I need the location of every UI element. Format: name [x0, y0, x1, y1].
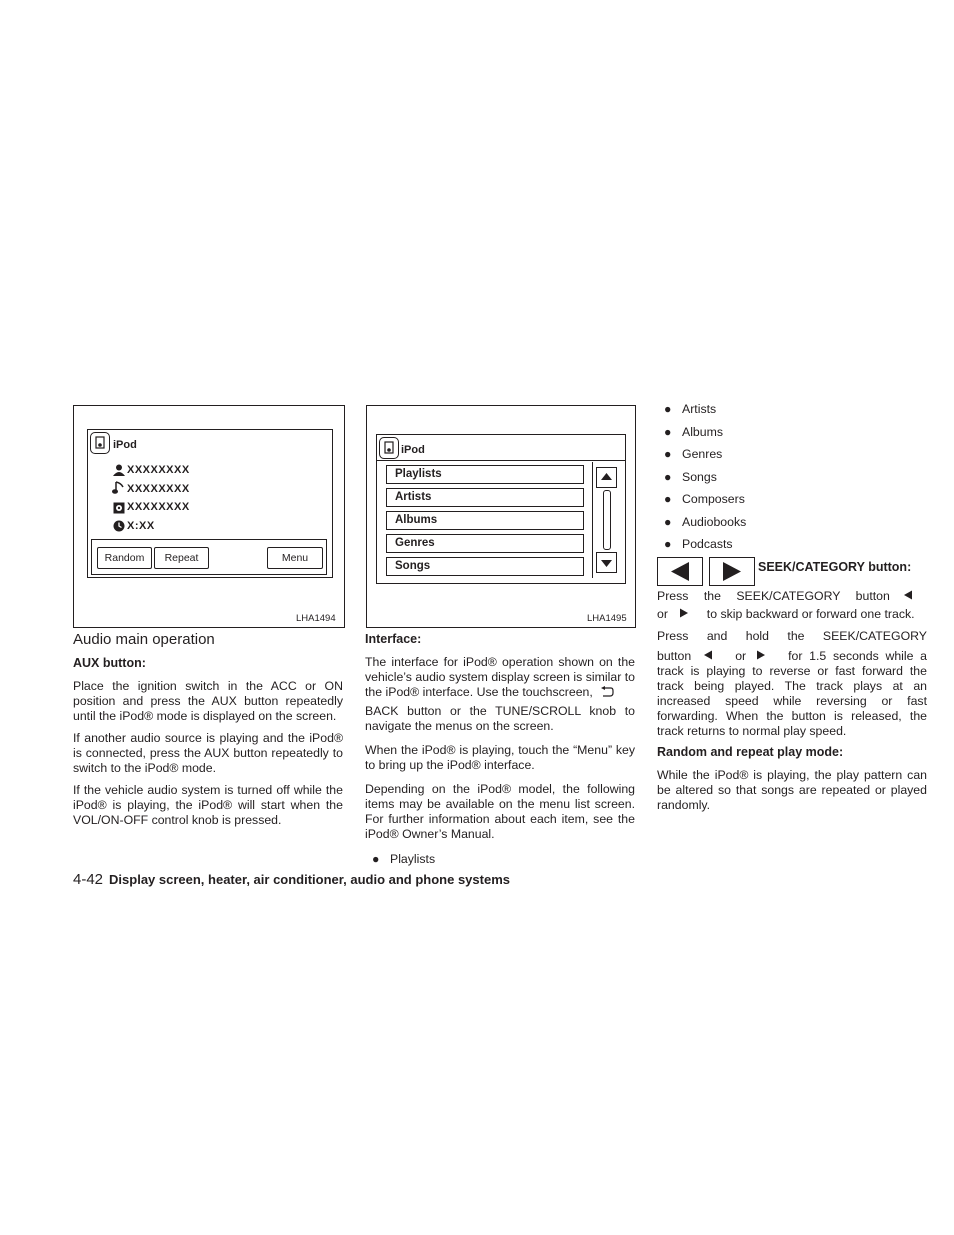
seek-p1-text-or: or: [657, 607, 668, 621]
bullet-dot: ●: [372, 852, 380, 866]
bullet-songs: [664, 470, 717, 484]
back-arrow-icon: [600, 686, 614, 702]
seek-p1-text-a: Press the SEEK/CATEGORY button: [657, 589, 890, 603]
interface-paragraph-1a-text: The interface for iPod® operation shown on the vehicle’s audio system display screen is similar to the iPod® interface. Use the touchscreen,: [365, 655, 635, 699]
seek-forward-icon: [710, 558, 754, 585]
chapter-title: Display screen, heater, air conditioner, audio and phone systems: [109, 872, 510, 887]
track-album-text: XXXXXXXX: [127, 501, 190, 513]
seek-p2-line2: [657, 649, 927, 664]
bullet-audiobooks: [664, 515, 746, 529]
menu-item-songs[interactable]: Songs: [386, 557, 584, 576]
bullet-albums: [664, 425, 723, 439]
menu-item-albums[interactable]: Albums: [386, 511, 584, 530]
seek-p2-rest: track is playing to reverse or fast forward the track being played. The track plays at an increased speed while reversing or fast forwarding. When the button is released, the track returns to normal play speed.: [657, 664, 927, 738]
bullet-genres: [664, 447, 722, 461]
random-repeat-heading: Random and repeat play mode:: [657, 745, 844, 759]
interface-heading: Interface:: [365, 632, 422, 646]
scroll-down-button[interactable]: [596, 552, 617, 573]
bullet-composers-text: Composers: [682, 492, 745, 506]
clock-icon: [113, 519, 125, 537]
menu-item-playlists[interactable]: Playlists: [386, 465, 584, 484]
arrow-up-icon: [597, 468, 616, 487]
seek-back-icon: [658, 558, 702, 585]
small-forward-arrow-icon: [679, 607, 689, 621]
page-number: 4-42: [73, 871, 104, 888]
bullet-artists: [664, 402, 716, 416]
seek-p1-line2: [657, 607, 927, 622]
small-back-arrow-icon: [903, 589, 913, 604]
track-time-text: X:XX: [127, 520, 155, 532]
track-song-text: XXXXXXXX: [127, 483, 190, 495]
album-icon: [113, 501, 125, 519]
menu-item-genres[interactable]: Genres: [386, 534, 584, 553]
figure1-screen-title: iPod: [113, 439, 137, 451]
bullet-dot: ●: [664, 470, 672, 484]
figure2-screen-title: iPod: [401, 444, 425, 456]
aux-paragraph-1: Place the ignition switch in the ACC or ON position and press the AUX button repeatedly until the iPod® mode is displayed on the screen.: [73, 679, 343, 723]
bullet-podcasts: [664, 537, 733, 551]
section-title: Audio main operation: [73, 631, 215, 648]
small-forward-arrow-icon: [756, 649, 766, 664]
figure1-label: LHA1494: [296, 613, 336, 624]
menu-item-artists[interactable]: Artists: [386, 488, 584, 507]
bullet-genres-text: Genres: [682, 447, 723, 461]
random-button[interactable]: Random: [97, 547, 152, 569]
artist-icon: [113, 463, 125, 481]
menu-button[interactable]: Menu: [267, 547, 323, 569]
bullet-dot: ●: [664, 537, 672, 551]
seek-forward-button-illustration: [709, 557, 755, 586]
interface-paragraph-2: When the iPod® is playing, touch the “Menu” key to bring up the iPod® interface.: [365, 743, 635, 772]
figure2-label: LHA1495: [587, 613, 627, 624]
page-footer: [73, 871, 510, 888]
scroll-up-button[interactable]: [596, 467, 617, 488]
bullet-albums-text: Albums: [682, 425, 724, 439]
bullet-songs-text: Songs: [682, 470, 717, 484]
aux-paragraph-2: If another audio source is playing and the iPod® is connected, press the AUX button repeatedly to switch to the iPod® mode.: [73, 731, 343, 775]
repeat-button[interactable]: Repeat: [154, 547, 209, 569]
bullet-artists-text: Artists: [682, 402, 717, 416]
interface-paragraph-1b: BACK button or the TUNE/SCROLL knob to navigate the menus on the screen.: [365, 704, 635, 733]
bullet-dot: ●: [664, 402, 672, 416]
interface-paragraph-3: Depending on the iPod® model, the following items may be available on the menu list screen. For further information about each item, see the iPod® Owner’s Manual.: [365, 782, 635, 841]
track-artist-text: XXXXXXXX: [127, 464, 190, 476]
interface-paragraph-1a: [365, 655, 635, 702]
scrollbar-thumb[interactable]: [603, 490, 611, 550]
arrow-down-icon: [597, 553, 616, 572]
aux-paragraph-3: If the vehicle audio system is turned off while the iPod® is playing, the iPod® will start when the VOL/ON-OFF control knob is pressed.: [73, 783, 343, 827]
random-repeat-paragraph: While the iPod® is playing, the play pattern can be altered so that songs are repeated or played randomly.: [657, 768, 927, 812]
bullet-playlists-text: Playlists: [390, 852, 436, 866]
bullet-dot: ●: [664, 492, 672, 506]
seek-back-button-illustration: [657, 557, 703, 586]
bullet-dot: ●: [664, 447, 672, 461]
bullet-dot: ●: [664, 515, 672, 529]
bullet-podcasts-text: Podcasts: [682, 537, 733, 551]
seek-p2-text-or: or: [735, 649, 747, 663]
bullet-composers: [664, 492, 745, 506]
seek-p1-line1: [657, 589, 927, 604]
seek-p1-text-c: to skip backward or forward one track.: [706, 607, 915, 621]
bullet-playlists: [372, 852, 435, 866]
seek-p2-text-button: button: [657, 649, 692, 663]
bullet-audiobooks-text: Audiobooks: [682, 515, 747, 529]
seek-category-heading: SEEK/CATEGORY button:: [758, 560, 912, 574]
seek-p2-text-d: for 1.5 seconds while a: [788, 649, 927, 663]
ipod-icon: [90, 432, 110, 454]
figure2-title-separator: [376, 460, 625, 461]
ipod-icon: [379, 437, 399, 459]
small-back-arrow-icon: [703, 649, 713, 664]
seek-p2-line1: Press and hold the SEEK/CATEGORY: [657, 629, 927, 643]
music-note-icon: [112, 480, 126, 500]
bullet-dot: ●: [664, 425, 672, 439]
aux-button-heading: AUX button:: [73, 656, 146, 670]
